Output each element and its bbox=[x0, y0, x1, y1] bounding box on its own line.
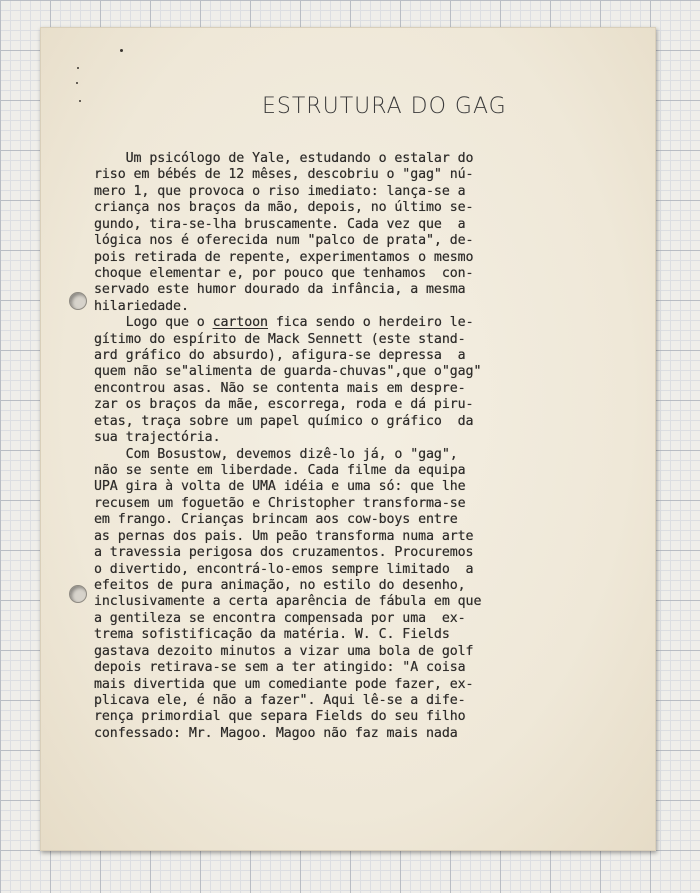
text-line: sua trajectória. bbox=[94, 430, 221, 446]
text-line: encontrou asas. Não se contenta mais em despre- bbox=[94, 380, 466, 396]
text-line: a travessia perigosa dos cruzamentos. Procuremos bbox=[94, 545, 474, 561]
text-line: pois retirada de repente, experimentamos o mesmo bbox=[94, 249, 474, 265]
text-line: confessado: Mr. Magoo. Magoo não faz mais nada bbox=[94, 725, 458, 741]
text-line: Logo que o cartoon fica sendo o herdeiro le- bbox=[94, 315, 474, 331]
text-line: mero 1, que provoca o riso imediato: lança-se a bbox=[94, 183, 466, 199]
text-line: quem não se"alimenta de guarda-chuvas",que o"gag" bbox=[94, 364, 482, 380]
text-line: lógica nos é oferecida num "palco de prata", de- bbox=[94, 233, 474, 249]
text-line: choque elementar e, por pouco que tenhamos con- bbox=[94, 265, 474, 281]
text-line: servado este humor dourado da infância, a mesma bbox=[94, 282, 466, 298]
text-line: mais divertida que um comediante pode fazer, ex- bbox=[94, 676, 474, 692]
text-line: zar os braços da mãe, escorrega, roda e dá piru- bbox=[94, 397, 474, 413]
text-line: hilariedade. bbox=[94, 298, 189, 314]
text-line: rença primordial que separa Fields do seu filho bbox=[94, 709, 466, 725]
text-line: efeitos de pura animação, no estilo do desenho, bbox=[94, 577, 466, 593]
ink-speck bbox=[79, 100, 81, 102]
text-line: o divertido, encontrá-lo-emos sempre limitado a bbox=[94, 561, 474, 577]
text-line: Um psicólogo de Yale, estudando o estalar do bbox=[94, 151, 474, 166]
text-line: recusem um foguetão e Christopher transforma-se bbox=[94, 495, 466, 511]
text-line: UPA gira à volta de UMA idéia e uma só: que lhe bbox=[94, 479, 466, 495]
article-body bbox=[94, 151, 604, 742]
text-line: etas, traça sobre um papel químico o gráfico da bbox=[94, 413, 474, 429]
text-line: criança nos braços da mão, depois, no último se- bbox=[94, 200, 474, 216]
text-line: riso em bébés de 12 mêses, descobriu o "gag" nú- bbox=[94, 167, 474, 183]
text-line: ard gráfico do absurdo), afigura-se depressa a bbox=[94, 348, 466, 364]
text-line: gastava dezoito minutos a vizar uma bola de golf bbox=[94, 643, 474, 659]
punch-hole-icon bbox=[69, 585, 87, 603]
page-title: ESTRUTURA DO GAG bbox=[262, 94, 507, 119]
text-line: plicava ele, é não a fazer". Aqui lê-se a dife- bbox=[94, 692, 466, 708]
text-line: inclusivamente a certa aparência de fábula em que bbox=[94, 594, 482, 610]
text-line: as pernas dos pais. Um peão transforma numa arte bbox=[94, 528, 474, 544]
ink-speck bbox=[76, 82, 78, 84]
text-line: depois retirava-se sem a ter atingido: "A coisa bbox=[94, 660, 466, 676]
text-line: Com Bosustow, devemos dizê-lo já, o "gag", bbox=[94, 446, 458, 462]
ink-speck bbox=[120, 49, 123, 52]
text-line: em frango. Crianças brincam aos cow-boys entre bbox=[94, 512, 458, 528]
text-line: a gentileza se encontra compensada por uma ex- bbox=[94, 610, 466, 626]
text-line: gítimo do espírito de Mack Sennett (este stand- bbox=[94, 331, 466, 347]
text-line: trema sofistificação da matéria. W. C. Fields bbox=[94, 627, 450, 643]
ink-speck bbox=[77, 67, 79, 69]
text-line: não se sente em liberdade. Cada filme da equipa bbox=[94, 463, 466, 479]
text-line: gundo, tira-se-lha bruscamente. Cada vez que a bbox=[94, 216, 466, 232]
underlined-word: cartoon bbox=[212, 315, 268, 331]
punch-hole-icon bbox=[69, 292, 87, 310]
